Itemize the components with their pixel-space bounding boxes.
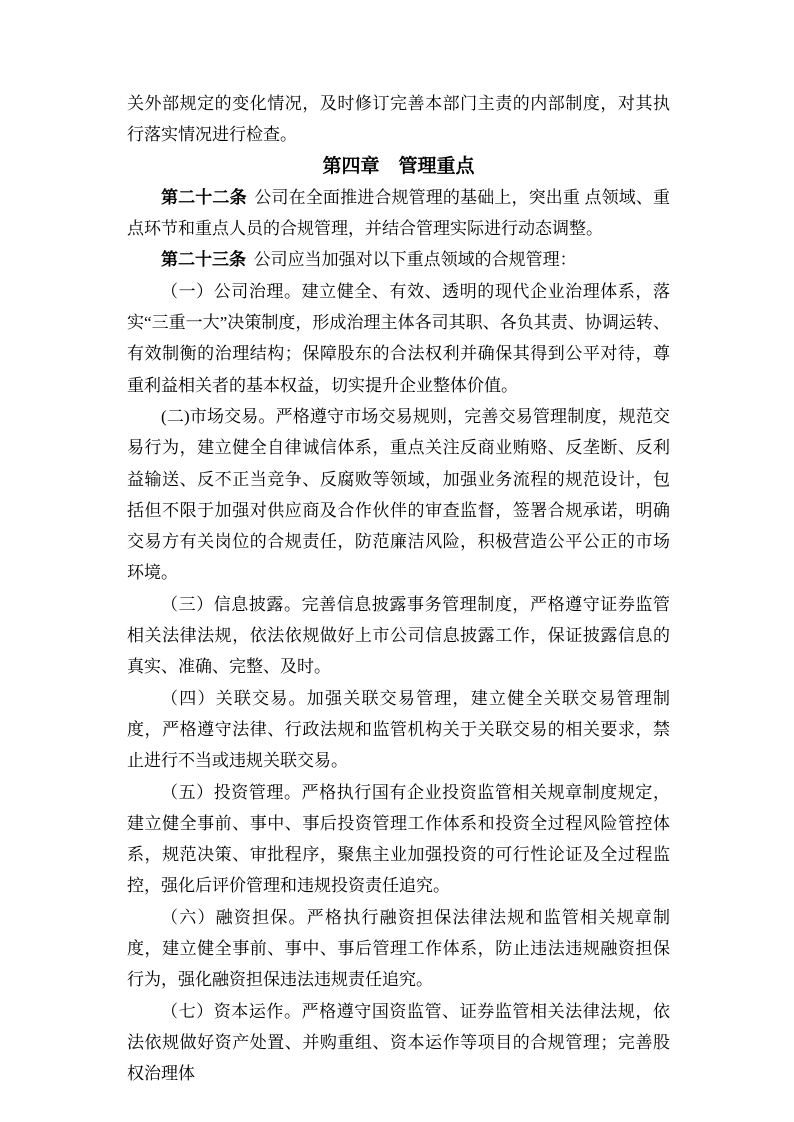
article-23-number: 第二十三条: [161, 250, 246, 270]
list-item-3-information-disclosure: （三）信息披露。完善信息披露事务管理制度，严格遵守证券监管相关法律法规，依法依规做好上市公司信息披露工作，保证披露信息的真实、准确、完整、及时。: [127, 594, 670, 677]
list-item-1-corporate-governance: （一）公司治理。建立健全、有效、透明的现代企业治理体系，落实“三重一大”决策制度，形成治理主体各司其职、各负其责、协调运转、有效制衡的治理结构；保障股东的合法权利并确保其得到公平对待，尊重利益相关者的基本权益，切实提升企业整体价值。: [127, 281, 670, 395]
list-item-2-market-transactions: (二)市场交易。严格遵守市场交易规则，完善交易管理制度，规范交易行为，建立健全自律诚信体系，重点关注反商业贿赂、反垄断、反利益输送、反不正当竞争、反腐败等领域，加强业务流程的规范设计，包括但不限于加强对供应商及合作伙伴的审查监督，签署合规承诺，明确交易方有关岗位的合规责任，防范廉洁风险，积极营造公平公正的市场环境。: [127, 406, 670, 583]
article-22-paragraph: [127, 182, 670, 245]
article-22-number: 第二十二条: [161, 187, 247, 207]
article-23-text: 公司应当加强对以下重点领域的合规管理：: [253, 250, 577, 270]
article-22-text: 公司在全面推进合规管理的基础上，突出重 点领域、重点环节和重点人员的合规管理，并结合管理实际进行动态调整。: [127, 187, 671, 239]
list-item-5-investment-management: （五）投资管理。严格执行国有企业投资监管相关规章制度规定，建立健全事前、事中、事后投资管理工作体系和投资全过程风险管控体系，规范决策、审批程序，聚焦主业加强投资的可行性论证及全过程监控，强化后评价管理和违规投资责任追究。: [127, 782, 670, 896]
chapter-heading: 第四章 管理重点: [322, 155, 475, 177]
list-item-6-financing-guarantee: （六）融资担保。严格执行融资担保法律法规和监管相关规章制度，建立健全事前、事中、事后管理工作体系，防止违法违规融资担保行为，强化融资担保违法违规责任追究。: [127, 907, 670, 990]
list-item-4-related-transactions: （四）关联交易。加强关联交易管理，建立健全关联交易管理制度，严格遵守法律、行政法规和监管机构关于关联交易的相关要求，禁止进行不当或违规关联交易。: [127, 688, 670, 771]
paragraph-continuation: 关外部规定的变化情况，及时修订完善本部门主责的内部制度，对其执行落实情况进行检查。: [127, 94, 670, 145]
article-23-paragraph: [127, 244, 670, 275]
list-item-7-capital-operation: （七）资本运作。严格遵守国资监管、证券监管相关法律法规，依法依规做好资产处置、并购重组、资本运作等项目的合规管理；完善股权治理体: [127, 1001, 670, 1084]
